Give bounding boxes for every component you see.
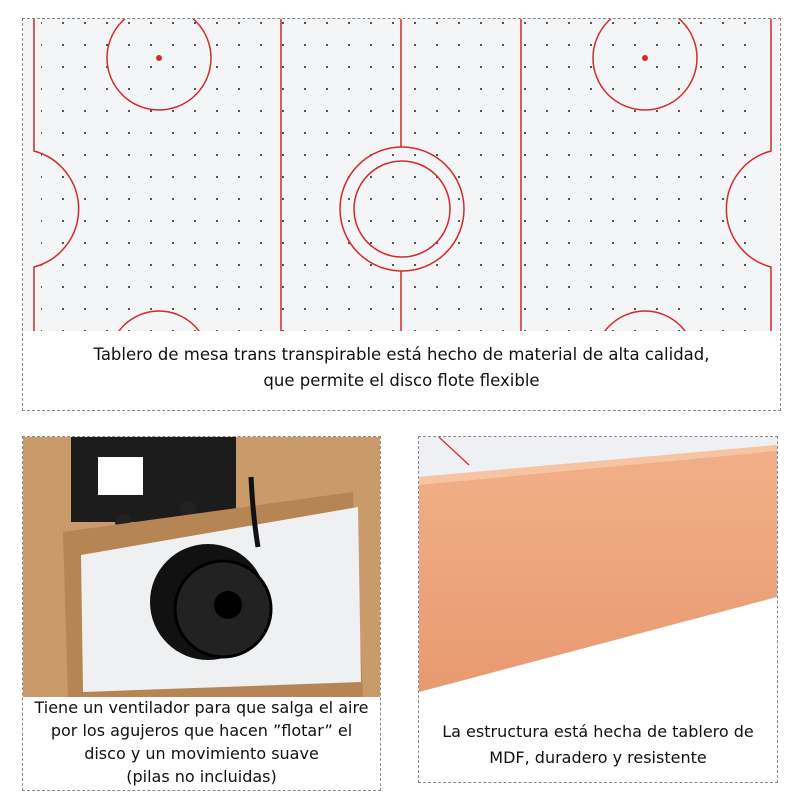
caption-line: que permite el disco flote flexible [263, 371, 540, 390]
caption-line: disco y un movimiento suave [84, 744, 319, 763]
panel-mdf-frame [418, 436, 778, 783]
caption-table-surface [23, 342, 780, 394]
fan-image [23, 437, 380, 697]
caption-fan [23, 696, 380, 788]
panel-fan [22, 436, 381, 791]
caption-line: Tiene un ventilador para que salga el aire [34, 698, 369, 717]
panel-table-surface [22, 18, 781, 411]
caption-line: La estructura está hecha de tablero de [442, 722, 754, 741]
caption-line: (pilas no incluidas) [126, 767, 277, 786]
mdf-frame-image [419, 437, 777, 697]
caption-line: por los agujeros que hacen ”flotar” el [50, 721, 353, 740]
caption-mdf [419, 719, 777, 771]
caption-line: Tablero de mesa trans transpirable está hecho de material de alta calidad, [93, 345, 710, 364]
table-surface-image [23, 19, 780, 331]
caption-line: MDF, duradero y resistente [489, 748, 707, 767]
